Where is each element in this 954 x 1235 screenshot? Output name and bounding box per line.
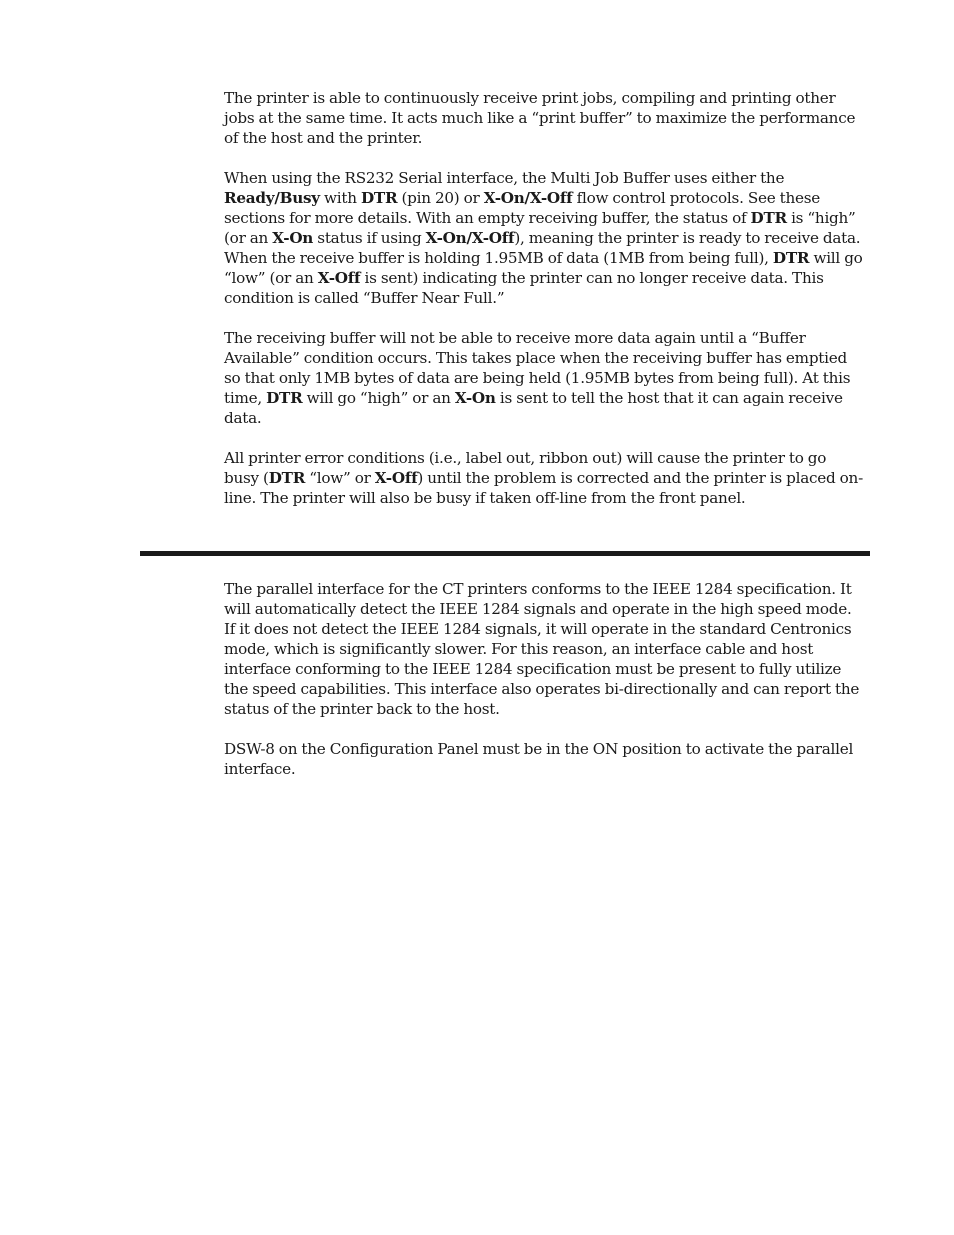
- text-run: flow control protocols. See these sections for more details. With an empty receiving buffer, the status of: [224, 189, 821, 227]
- text-run: is “high” (or an: [224, 209, 856, 247]
- paragraph: [224, 448, 864, 508]
- text-run: “low” or: [305, 469, 375, 487]
- multi-job-buffer-section: [224, 88, 864, 528]
- text-run: is sent to tell the host that it can again receive data.: [224, 389, 843, 427]
- bold-term: X-On: [454, 389, 496, 407]
- text-run: The receiving buffer will not be able to receive more data again until a “Buffer Available” condition occurs. This takes place when the receiving buffer has emptied so that only 1MB bytes of data are being held (1.95MB bytes from being full). At this time,: [224, 329, 851, 407]
- bold-term: DTR: [266, 389, 303, 407]
- text-run: will go “high” or an: [302, 389, 455, 407]
- bold-term: X-Off: [317, 269, 361, 287]
- text-run: When using the RS232 Serial interface, the Multi Job Buffer uses either the: [224, 169, 785, 187]
- text-run: The parallel interface for the CT printers conforms to the IEEE 1284 specification. It will automatically detect the IEEE 1284 signals and operate in the high speed mode. If it does not detect the IEEE 1284 signals, it will operate in the standard Centronics mode, which is significantly slower. For this reason, an interface cable and host interface conforming to the IEEE 1284 specification must be present to fully utilize the speed capabilities. This interface also operates bi-directionally and can report the status of the printer back to the host.: [224, 580, 860, 718]
- text-run: with: [319, 189, 361, 207]
- text-run: status if using: [313, 229, 426, 247]
- text-run: will go “low” (or an: [224, 249, 863, 287]
- paragraph: [224, 739, 864, 779]
- bold-term: DTR: [750, 209, 787, 227]
- text-run: The printer is able to continuously receive print jobs, compiling and printing other jobs at the same time. It acts much like a “print buffer” to maximize the performance of the host and the printer.: [224, 89, 856, 147]
- bold-term: X-On/X-Off: [483, 189, 573, 207]
- text-run: All printer error conditions (i.e., label out, ribbon out) will cause the printer to go busy (: [224, 449, 827, 487]
- text-run: ) until the problem is corrected and the printer is placed on-line. The printer will also be busy if taken off-line from the front panel.: [224, 469, 863, 507]
- bold-term: X-On/X-Off: [425, 229, 515, 247]
- bold-term: DTR: [360, 189, 398, 207]
- bold-term: DTR: [268, 469, 306, 487]
- paragraph: [224, 579, 864, 719]
- text-run: ), meaning the printer is ready to receive data. When the receive buffer is holding 1.95MB of data (1MB from being full),: [224, 229, 861, 267]
- bold-term: X-On: [272, 229, 314, 247]
- paragraph: [224, 168, 864, 308]
- text-run: (pin 20) or: [397, 189, 484, 207]
- parallel-interface-section: [224, 579, 864, 799]
- paragraph: [224, 328, 864, 428]
- bold-term: X-Off: [374, 469, 418, 487]
- bold-term: DTR: [772, 249, 810, 267]
- paragraph: [224, 88, 864, 148]
- text-run: DSW-8 on the Configuration Panel must be in the ON position to activate the parallel interface.: [224, 740, 854, 778]
- text-run: is sent) indicating the printer can no longer receive data. This condition is called “Buffer Near Full.”: [224, 269, 824, 307]
- section-divider: [140, 551, 870, 556]
- bold-term: Ready/Busy: [224, 189, 320, 207]
